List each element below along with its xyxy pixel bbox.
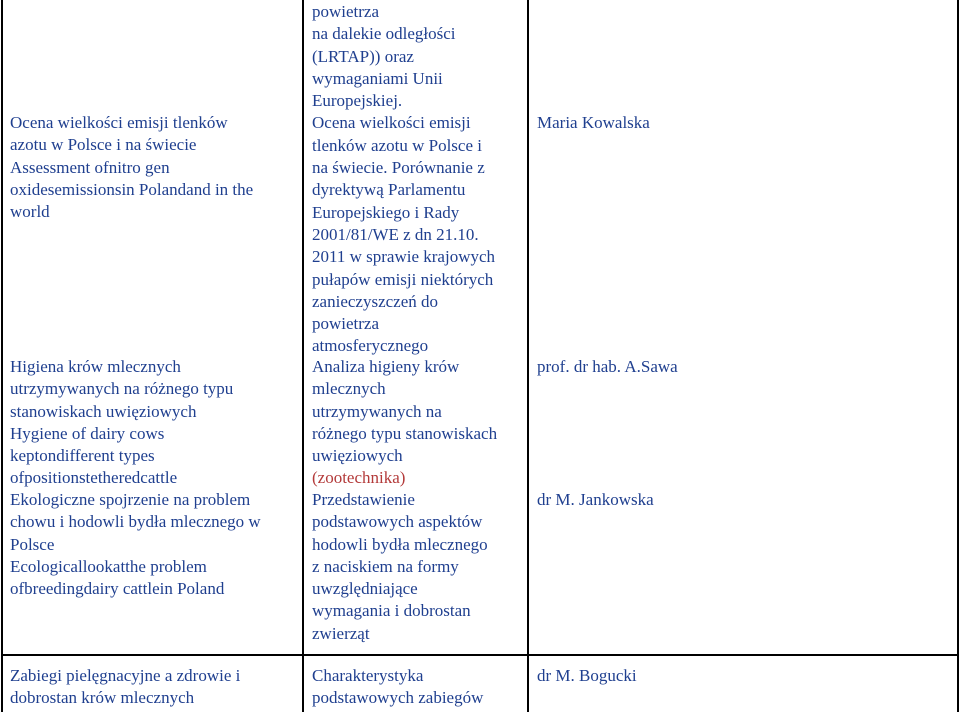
row2-description-cell <box>312 356 497 490</box>
row1-topic-line: oxidesemissionsin Polandand in the <box>10 179 254 199</box>
row1-description-line: powietrza <box>312 2 380 21</box>
row2-topic-line: Hygiene of dairy cows <box>10 423 165 443</box>
row1-description-line: powietrza <box>312 314 380 334</box>
row3-topic-line: ofbreedingdairy cattlein Poland <box>10 579 225 599</box>
row2-topic-cell <box>10 356 233 490</box>
row2-description-line: różnego typu stanowiskach <box>312 423 498 443</box>
row1-description-line: 2001/81/WE z dn 21.10. <box>312 224 479 244</box>
row3-topic-line: Ekologiczne spojrzenie na problem <box>10 490 251 509</box>
row1-description-line: na dalekie odległości <box>312 24 456 44</box>
row3-description-line: uwzględniające <box>312 579 418 599</box>
row4-description-cell <box>312 665 483 710</box>
row3-description-line: podstawowych aspektów <box>312 512 483 532</box>
row3-description-line: wymagania i dobrostan <box>312 601 471 621</box>
table-border-right <box>957 0 959 712</box>
row2-topic-line: Higiena krów mlecznych <box>10 357 181 376</box>
row1-supervisor: Maria Kowalska <box>537 113 650 132</box>
row1-description-line: pułapów emisji niektórych <box>312 269 494 289</box>
row2-description-note: (zootechnika) <box>312 468 406 488</box>
table-divider-row <box>1 654 959 656</box>
row3-topic-line: Polsce <box>10 534 55 554</box>
row4-topic-line: dobrostan krów mlecznych <box>10 688 195 708</box>
row2-topic-line: keptondifferent types <box>10 446 155 466</box>
row2-supervisor: prof. dr hab. A.Sawa <box>537 357 678 376</box>
row1-description-line: tlenków azotu w Polsce i <box>312 135 482 155</box>
row3-description-line: hodowli bydła mlecznego <box>312 534 488 554</box>
row2-topic-line: stanowiskach uwięziowych <box>10 401 197 421</box>
row1-description-line: (LRTAP)) oraz <box>312 46 414 66</box>
row1-description-cell <box>312 1 495 358</box>
row4-description-line: Charakterystyka <box>312 666 424 685</box>
row3-topic-line: chowu i hodowli bydła mlecznego w <box>10 512 261 532</box>
row2-supervisor-cell <box>537 356 678 378</box>
row1-description-line: 2011 w sprawie krajowych <box>312 247 496 267</box>
table-border-left <box>1 0 3 712</box>
row1-description-line: Europejskiego i Rady <box>312 202 460 222</box>
row3-topic-cell <box>10 489 261 600</box>
row1-topic-line: world <box>10 202 50 222</box>
row1-topic-line: Ocena wielkości emisji tlenków <box>10 113 228 132</box>
row3-description-cell <box>312 489 488 645</box>
row1-description-line: Ocena wielkości emisji <box>312 113 471 133</box>
row1-topic-cell <box>10 112 253 223</box>
row3-topic-line: Ecologicallookatthe problem <box>10 556 207 576</box>
row4-topic-cell <box>10 665 240 710</box>
row4-supervisor: dr M. Bogucki <box>537 666 637 685</box>
row1-description-line: atmosferycznego <box>312 336 429 356</box>
row4-description-line: podstawowych zabiegów <box>312 688 484 708</box>
row1-description-line: Europejskiej. <box>312 91 403 111</box>
row4-topic-line: Zabiegi pielęgnacyjne a zdrowie i <box>10 666 241 685</box>
table-divider-col2 <box>527 0 529 712</box>
row1-supervisor-cell <box>537 112 650 134</box>
row4-supervisor-cell <box>537 665 637 687</box>
row3-supervisor: dr M. Jankowska <box>537 490 654 509</box>
row2-description-line: Analiza higieny krów <box>312 357 460 376</box>
row3-description-line: z naciskiem na formy <box>312 556 459 576</box>
row1-topic-line: azotu w Polsce i na świecie <box>10 135 197 155</box>
row1-description-line: dyrektywą Parlamentu <box>312 180 466 200</box>
row2-description-line: uwięziowych <box>312 446 403 466</box>
row2-description-line: mlecznych <box>312 379 386 399</box>
row1-topic-line: Assessment ofnitro gen <box>10 157 170 177</box>
row1-description-line: na świecie. Porównanie z <box>312 158 485 178</box>
table-divider-col1 <box>302 0 304 712</box>
row1-description-line: wymaganiami Unii <box>312 68 443 88</box>
row2-description-line: utrzymywanych na <box>312 401 442 421</box>
row3-description-line: zwierząt <box>312 623 370 643</box>
row2-topic-line: utrzymywanych na różnego typu <box>10 379 234 399</box>
row3-supervisor-cell <box>537 489 654 511</box>
row2-topic-line: ofpositionstetheredcattle <box>10 468 178 488</box>
row3-description-line: Przedstawienie <box>312 490 415 509</box>
row1-description-line: zanieczyszczeń do <box>312 291 438 311</box>
